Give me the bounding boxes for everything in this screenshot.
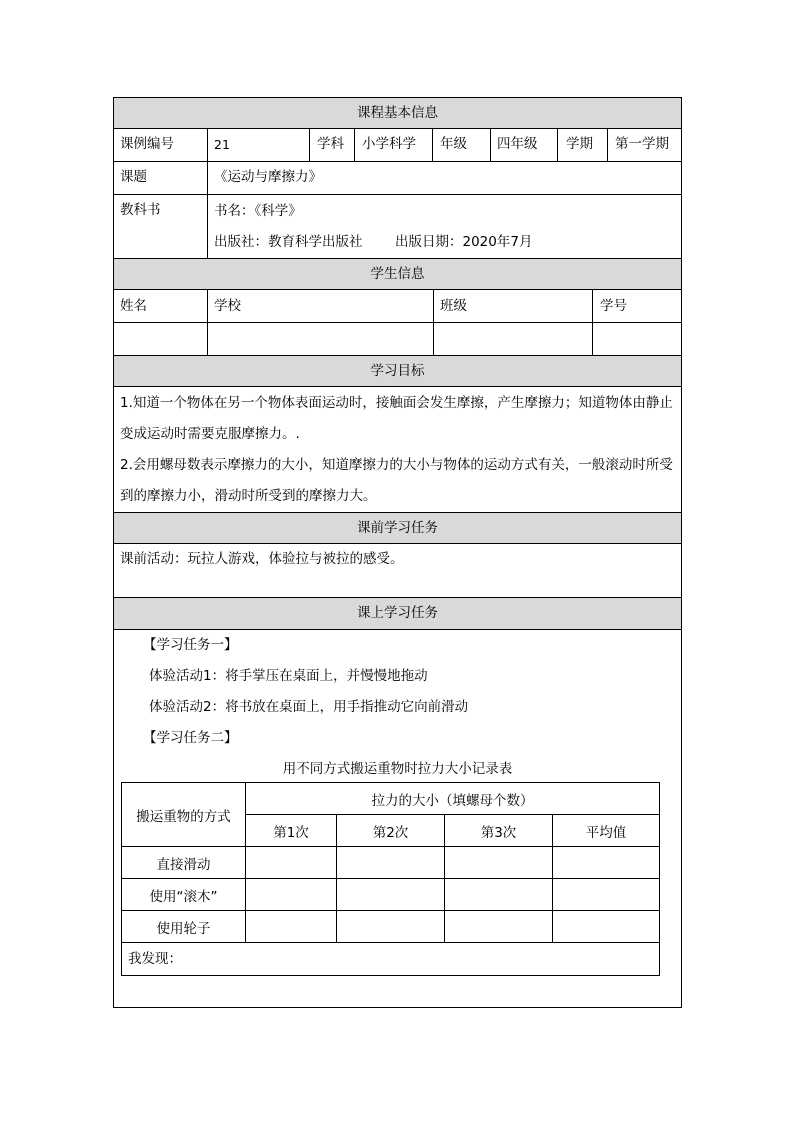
textbook-label: 教科书 [120, 202, 161, 218]
divider [122, 942, 659, 943]
col-trial-3: 第3次 [480, 824, 517, 841]
publication-date: 出版日期：2020年7月 [395, 234, 533, 250]
term-label: 学期 [566, 136, 593, 152]
row-rollers: 使用“滚木” [149, 888, 218, 905]
school-label: 学校 [214, 298, 241, 314]
activity-two: 体验活动2：将书放在桌面上，用手指推动它向前滑动 [149, 699, 469, 715]
objective-2: 2.会用螺母数表示摩擦力的大小，知道摩擦力的大小与物体的运动方式有关，一般滚动时所受到的摩擦力小，滑动时所受到的摩擦力大。 [120, 457, 673, 504]
name-label: 姓名 [120, 298, 147, 314]
course-info-header [114, 98, 681, 129]
publisher: 出版社：教育科学出版社 [214, 234, 363, 250]
in-class-header [114, 597, 681, 630]
col-trial-1: 第1次 [273, 824, 309, 841]
divider [309, 129, 310, 161]
subject-label: 学科 [317, 136, 344, 152]
divider [114, 161, 681, 162]
row-direct-slide: 直接滑动 [156, 856, 211, 873]
pre-class-header [114, 512, 681, 544]
finding-label: 我发现： [128, 951, 182, 967]
student-info-header [114, 258, 681, 290]
pre-class-title: 课前学习任务 [357, 520, 438, 536]
grade-value: 四年级 [497, 136, 538, 152]
student-info-title: 学生信息 [370, 266, 425, 282]
task-one-heading: 【学习任务一】 [143, 637, 238, 653]
divider [433, 290, 434, 356]
table-title: 用不同方式搬运重物时拉力大小记录表 [282, 761, 513, 777]
objectives-header [114, 355, 681, 387]
case-no-value: 21 [214, 137, 230, 152]
term-value: 第一学期 [615, 136, 669, 152]
lesson-form [113, 97, 682, 1008]
class-label: 班级 [440, 298, 467, 314]
objective-1: 1.知道一个物体在另一个物体表面运动时，接触面会发生摩擦，产生摩擦力；知道物体由静止变成运动时需要克服摩擦力。. [120, 395, 673, 442]
topic-value: 《运动与摩擦力》 [214, 169, 322, 185]
col-trial-2: 第2次 [372, 824, 409, 841]
col-average: 平均值 [585, 824, 627, 841]
subject-value: 小学科学 [362, 136, 416, 152]
divider [607, 129, 608, 161]
course-info-title: 课程基本信息 [357, 105, 438, 121]
divider [114, 322, 681, 323]
topic-label: 课题 [120, 169, 147, 185]
objectives-title: 学习目标 [370, 363, 425, 379]
task-two-heading: 【学习任务二】 [143, 730, 238, 746]
divider [114, 194, 681, 195]
pre-class-activity: 课前活动：玩拉人游戏，体验拉与被拉的感受。 [120, 551, 404, 567]
force-header: 拉力的大小（填螺母个数） [371, 792, 534, 809]
activity-one: 体验活动1：将手掌压在桌面上，并慢慢地拖动 [149, 668, 428, 684]
divider [592, 290, 593, 356]
book-name: 书名：《科学》 [214, 203, 302, 219]
grade-label: 年级 [440, 136, 467, 152]
divider [354, 129, 355, 161]
method-header: 搬运重物的方式 [136, 808, 231, 825]
case-no-label: 课例编号 [120, 136, 174, 152]
student-id-label: 学号 [600, 298, 627, 314]
in-class-title: 课上学习任务 [357, 605, 438, 621]
divider [557, 129, 558, 161]
record-table [121, 782, 660, 976]
divider [490, 129, 491, 161]
row-wheels: 使用轮子 [156, 920, 211, 937]
divider [432, 129, 433, 161]
